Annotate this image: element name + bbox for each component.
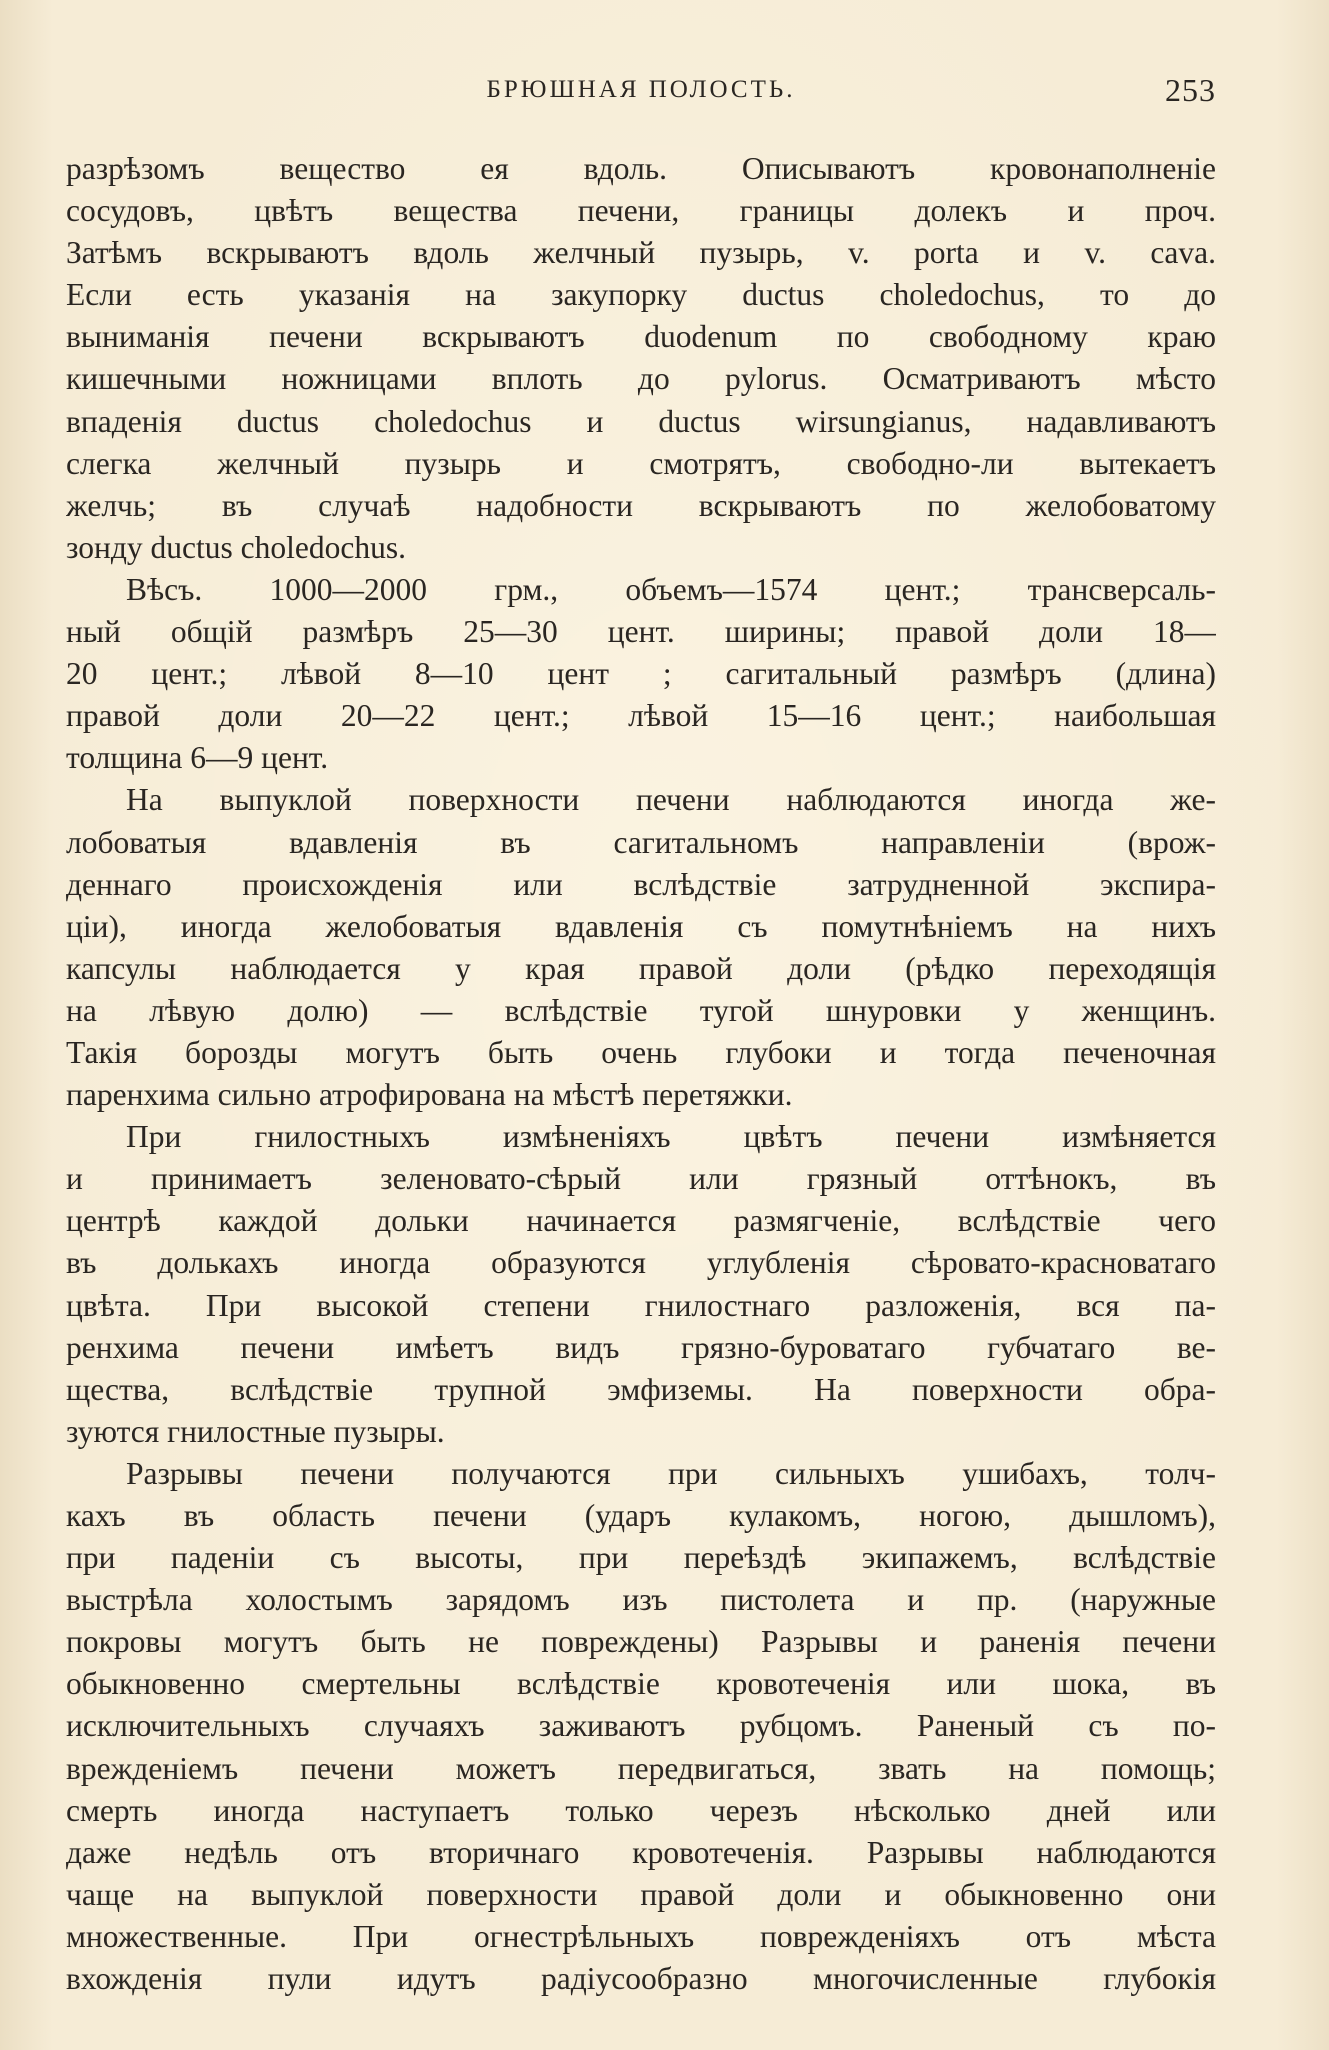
text-line: на лѣвую долю) — вслѣдствіе тугой шнуровки у женщинъ. — [66, 992, 1216, 1028]
text-line: впаденія ductus choledochus и ductus wirsungianus, надавливаютъ — [66, 403, 1216, 439]
text-line: въ долькахъ иногда образуются углубленія сѣровато-красноватаго — [66, 1245, 1216, 1281]
body-text — [66, 148, 1216, 2000]
text-line: даже недѣль отъ вторичнаго кровотеченія. Разрывы наблюдаются — [66, 1834, 1216, 1870]
text-line: Вѣсъ. 1000—2000 грм., объемъ—1574 цент.; трансверсаль- — [126, 571, 1216, 607]
paragraph-liver-ruptures — [66, 1453, 1216, 2000]
text-line: обыкновенно смертельны вслѣдствіе кровотеченія или шока, въ — [66, 1666, 1216, 1702]
text-line: кишечными ножницами вплоть до pylorus. Осматриваютъ мѣсто — [66, 361, 1216, 397]
text-line: слегка желчный пузырь и смотрятъ, свободно-ли вытекаетъ — [66, 445, 1216, 481]
text-line: смерть иногда наступаетъ только черезъ нѣсколько дней или — [66, 1792, 1216, 1828]
text-line: капсулы наблюдается у края правой доли (рѣдко переходящія — [66, 950, 1216, 986]
text-line: лобоватыя вдавленія въ сагитальномъ направленіи (врож- — [66, 824, 1216, 860]
text-line: На выпуклой поверхности печени наблюдаются иногда же- — [126, 782, 1216, 818]
text-line: кахъ въ область печени (ударъ кулакомъ, ногою, дышломъ), — [66, 1498, 1216, 1533]
text-line: цвѣта. При высокой степени гнилостнаго разложенія, вся па- — [66, 1287, 1216, 1323]
text-line: сосудовъ, цвѣтъ вещества печени, границы долекъ и проч. — [66, 193, 1216, 229]
text-line: выстрѣла холостымъ зарядомъ изъ пистолета и пр. (наружные — [66, 1582, 1216, 1618]
text-line: разрѣзомъ вещество ея вдоль. Описываютъ кровонаполненіе — [66, 151, 1216, 186]
text-line: зуются гнилостные пузыры. — [66, 1413, 445, 1449]
text-line: и принимаетъ зеленовато-сѣрый или грязный оттѣнокъ, въ — [66, 1161, 1216, 1197]
text-line: 20 цент.; лѣвой 8—10 цент ; сагитальный размѣръ (длина) — [66, 656, 1216, 692]
text-line: толщина 6—9 цент. — [66, 740, 329, 776]
text-line: врежденіемъ печени можетъ передвигаться, звать на помощь; — [66, 1750, 1216, 1786]
text-line: Разрывы печени получаются при сильныхъ ушибахъ, толч- — [126, 1455, 1216, 1491]
text-line: правой доли 20—22 цент.; лѣвой 15—16 цент.; наибольшая — [66, 698, 1216, 734]
paragraph-surface-grooves — [66, 779, 1216, 1116]
text-line: зонду ductus choledochus. — [66, 529, 406, 565]
text-line: паренхима сильно атрофирована на мѣстѣ перетяжки. — [66, 1077, 793, 1113]
text-line: Если есть указанія на закупорку ductus choledochus, то до — [66, 277, 1216, 313]
text-line: покровы могутъ быть не повреждены) Разрывы и раненія печени — [66, 1624, 1216, 1660]
page-number: 253 — [1165, 72, 1216, 108]
text-line: исключительныхъ случаяхъ заживаютъ рубцомъ. Раненый съ по- — [66, 1708, 1216, 1744]
text-line: множественные. При огнестрѣльныхъ поврежденіяхъ отъ мѣста — [66, 1918, 1216, 1954]
text-line: желчь; въ случаѣ надобности вскрываютъ по желобоватому — [66, 487, 1216, 523]
chapter-title: БРЮШНАЯ ПОЛОСТЬ. — [486, 76, 796, 103]
text-line: вхожденія пули идутъ радіусообразно многочисленные глубокія — [66, 1961, 1216, 1997]
text-line: центрѣ каждой дольки начинается размягченіе, вслѣдствіе чего — [66, 1203, 1216, 1239]
text-line: Затѣмъ вскрываютъ вдоль желчный пузырь, v. porta и v. cava. — [66, 235, 1216, 271]
text-line: деннаго происхожденія или вслѣдствіе затрудненной экспира- — [66, 866, 1216, 902]
text-line: ный общій размѣръ 25—30 цент. ширины; правой доли 18— — [66, 614, 1216, 650]
text-line: Такія борозды могутъ быть очень глубоки и тогда печеночная — [66, 1034, 1216, 1070]
text-line: ціи), иногда желобоватыя вдавленія съ помутнѣніемъ на нихъ — [66, 908, 1216, 944]
text-line: щества, вслѣдствіе трупной эмфиземы. На поверхности обра- — [66, 1371, 1216, 1407]
paragraph-putrefaction — [66, 1116, 1216, 1453]
text-line: ренхима печени имѣетъ видъ грязно-буроватаго губчатаго ве- — [66, 1329, 1216, 1365]
text-line: выниманія печени вскрываютъ duodenum по свободному краю — [66, 319, 1216, 355]
paragraph-liver-dissection — [66, 148, 1216, 569]
text-line: чаще на выпуклой поверхности правой доли и обыкновенно они — [66, 1876, 1216, 1912]
running-head — [66, 70, 1216, 110]
text-line: При гнилостныхъ измѣненіяхъ цвѣтъ печени измѣняется — [126, 1119, 1216, 1155]
text-line: при паденіи съ высоты, при переѣздѣ экипажемъ, вслѣдствіе — [66, 1540, 1216, 1576]
paragraph-liver-weight — [66, 569, 1216, 779]
